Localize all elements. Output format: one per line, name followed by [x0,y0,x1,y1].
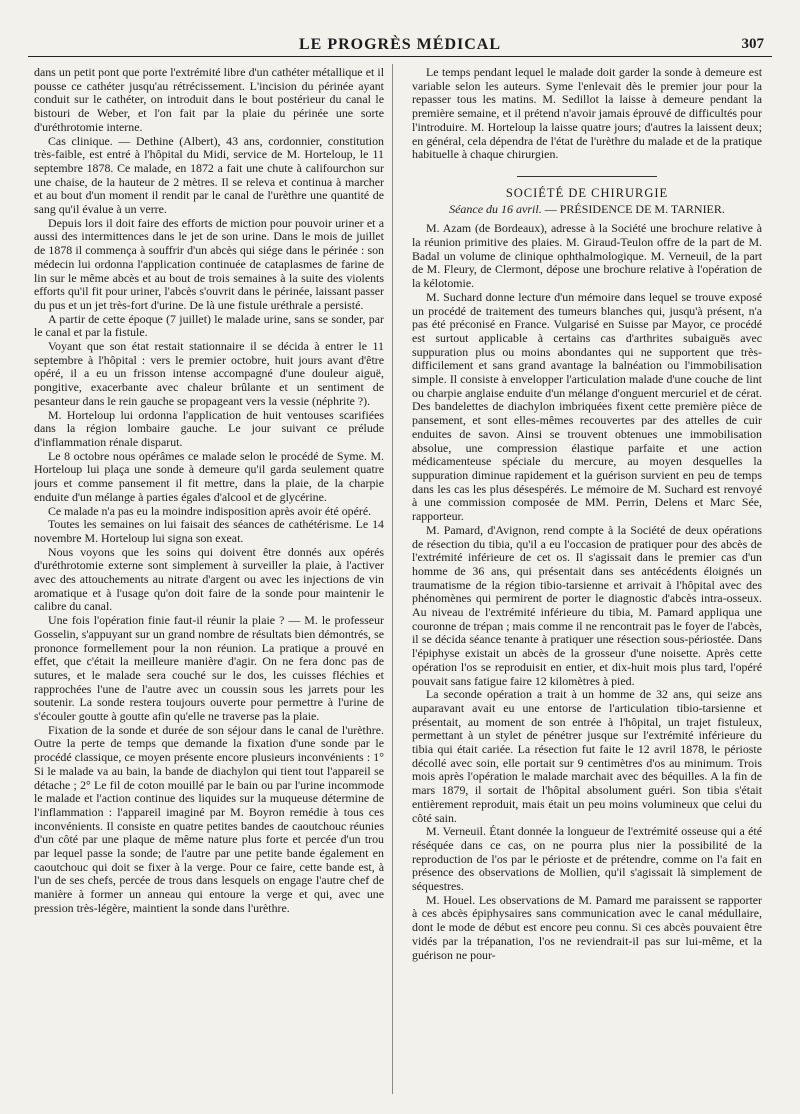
paragraph: Une fois l'opération finie faut-il réunir la plaie ? — M. le professeur Gosselin, s'appuyant sur un grand nombre de résultats bien démontrés, se prononce formellement pour la non réunion. La pratique a prouvé en effet, que c'était la meilleure manière d'agir. On ne fera donc pas de sutures, et le malade sera couché sur le dos, les cuisses fléchies et rapprochées l'une de l'autre avec un coussin sous les jarrets pour les soutenir. La sonde restera toujours ouverte pour permettre à l'urine de s'écouler goutte à goutte afin qu'elle ne traverse pas la plaie. [34,613,384,724]
paragraph: M. Pamard, d'Avignon, rend compte à la Société de deux opérations de résection du tibia, qu'il a eu l'occasion de pratiquer pour des abcès de l'extrémité inférieure de cet os. Il s'agissait dans le premier cas d'un homme de 36 ans, qui présentait dans ses antécédents éloignés un traumatisme de la région tibio-tarsienne et arrivait à l'hôpital avec des phénomènes qui permirent de porter le diagnostic d'abcès intra-osseux. Au niveau de l'extrémité inférieure du tibia, M. Pamard appliqua une couronne de trépan ; mais comme il ne rencontrait pas le foyer de l'abcès, il se décida séance tenante à pratiquer une résection sous-périostée. Dans l'épiphyse existait un abcès de la grosseur d'une noisette. Après cette opération l'os se reproduisit en entier, et dix-huit mois plus tard, l'opéré pouvait sans fatigue faire 12 kilomètres à pied. [412,522,762,688]
paragraph: M. Horteloup lui ordonna l'application de huit ventouses scarifiées dans la région lombaire gauche. Le jour suivant ce prélude d'inflammation rénale disparut. [34,407,384,449]
paragraph: Voyant que son état restait stationnaire il se décida à entrer le 11 septembre à l'hôpital : vers le premier octobre, huit jours avant d'être opéré, il a eu un frisson intense accompagné d'une douleur aiguë, pongitive, exacerbante avec chaleur brûlante et un sentiment de pesanteur dans le rein gauche se propageant vers la vessie (néphrite ?). [34,339,384,408]
paragraph: M. Houel. Les observations de M. Pamard me paraissent se rapporter à ces abcès épiphysaires sans communication avec le canal médullaire, dont le mode de début est encore peu connu. Si ces abcès pouvaient être vidés par la trépanation, l'os ne reviendrait-il pas sur lui-même, et la guérison ne pour- [412,892,762,962]
paragraph: La seconde opération a trait à un homme de 32 ans, qui seize ans auparavant avait eu une entorse de l'articulation tibio-tarsienne et présentait, au moment de son entrée à l'hôpital, un trajet fistuleux, permettant à un stylet de pénétrer jusque sur l'extrémité inférieure du tibia qui était cariée. La résection fut faite le 12 avril 1878, le périoste décollé avec soin, elle portait sur 9 centimètres d'os au minimum. Trois mois après l'opération le malade marchait avec des béquilles. A la fin de mars 1879, il sortait de l'hôpital absolument guéri. Son tibia s'était entièrement reproduit, mais était un peu moins volumineux que celui du côté sain. [412,687,762,825]
paragraph: Le temps pendant lequel le malade doit garder la sonde à demeure est variable selon les auteurs. Syme l'enlevait dès le premier jour pour la repasser tous les matins. M. Sedillot la laisse à demeure pendant la première semaine, et il prétend n'avoir jamais éprouvé de difficultés pour l'introduire. M. Horteloup la laisse quatre jours; d'autres la laissent deux; en général, cela dépendra de l'état de l'urèthre du malade et de la pratique habituelle à chaque chirurgien. [412,66,762,162]
paragraph: M. Azam (de Bordeaux), adresse à la Société une brochure relative à la réunion primitive des plaies. M. Giraud-Teulon offre de la part de M. Badal un volume de clinique ophthalmologique. M. Verneuil, de la part de M. Fleury, de Clermont, dépose une brochure relative à l'opération de la kélotomie. [412,221,762,291]
journal-title: LE PROGRÈS MÉDICAL [298,36,502,53]
paragraph: M. Suchard donne lecture d'un mémoire dans lequel se trouve exposé un procédé de traitement des tumeurs blanches qui, jusqu'à présent, n'a pas été préconisé en France. Vulgarisé en Suisse par Mayor, ce procédé est surtout applicable à certains cas d'arthrites subaiguës avec suppuration plus ou moins abondantes qui ne supportent que très-difficilement et sans grand avantage la balnéation ou l'immobilisation simple. Il consiste à envelopper l'articulation malade d'une couche de lint ou charpie anglaise enduite d'un mélange d'onguent mercuriel et de cérat. Des bandelettes de diachylon imbriquées fixent cette première pièce de pansement, et sont elles-mêmes recouvertes par des attelles de cuir enduites de savon. Ainsi se trouvent obtenues une immobilisation absolue, une compression élastique parfaite et une action médicamenteuse spéciale du mercure, au moyen desquelles la suppuration diminue rapidement et la guérison survient en peu de temps dans les cas les plus désespérés. Le mémoire de M. Suchard est renvoyé à une commission composée de MM. Perrin, Delens et Marc Sée, rapporteur. [412,289,762,524]
paragraph: Depuis lors il doit faire des efforts de miction pour pouvoir uriner et a aussi des intermittences dans le jet de son urine. Dans le mois de juillet de 1878 il commença à souffrir d'un abcès qui siége dans le périnée : son médecin lui ordonna l'application continuée de cataplasmes de farine de lin sur le même abcès et au bout de trois semaines à la suite des violents efforts qu'il fit pour uriner, l'abcès s'ouvrit dans le périnée, laissant passer du pus et un jet très-fort d'urine. De là une fistule uréthrale a persisté. [34,215,384,312]
page-number: 307 [741,36,764,52]
paragraph: Cas clinique. — Dethine (Albert), 43 ans, cordonnier, constitution très-faible, est entré à l'hôpital du Midi, service de M. Horteloup, le 11 septembre 1878. Ce malade, en 1872 a fait une chute à califourchon sur une chaise, de la hauteur de 2 mètres. Il se releva et continua à marcher et au bout d'un moment il rendit par le canal de l'urèthre une quantité de sang qu'il évalue à un verre. [34,133,384,217]
section-title: SOCIÉTÉ DE CHIRURGIE [505,185,669,200]
left-column [34,66,384,1096]
paragraph: dans un petit pont que porte l'extrémité libre d'un cathéter métallique et il pousse ce cathéter jusqu'au rétrécissement. L'incision du périnée ayant conduit sur le cathéter, on introduit dans le bout postérieur du canal le bistouri de Weber, et l'on fait par la plaie du périnée une sorte d'uréthrotomie interne. [34,66,384,134]
session-line [412,203,762,217]
session-presidency: — PRÉSIDENCE DE M. TARNIER. [544,201,725,216]
session-date: Séance du 16 avril. [449,201,542,216]
paragraph: Ce malade n'a pas eu la moindre indisposition après avoir été opéré. [48,503,372,518]
paragraph: Le 8 octobre nous opérâmes ce malade selon le procédé de Syme. M. Horteloup lui plaça une sonde à demeure qu'il garda seulement quatre jours et comme pansement il fit mettre, dans la plaie, de la charpie enduite d'un mélange à parties égales d'alcool et de glycérine. [34,448,384,504]
section-rule [517,176,657,177]
paragraph: Fixation de la sonde et durée de son séjour dans le canal de l'urèthre. Outre la perte de temps que demande la fixation d'une sonde par le procédé classique, ce moyen présente encore plusieurs inconvénients : 1° Si le malade va au bain, la bande de diachylon qui tient tout l'appareil se détache ; 2° Le fil de coton mouillé par le bain ou par l'urine incommode le malade et l'action continue des liquides sur la muqueuse détermine de l'inflammation : l'appareil imaginé par M. Boyron remédie à tous ces inconvénients. Il consiste en quatre petites bandes de caoutchouc réunies d'un côté par une plaque de même nature plus forte et percée d'un trou par lequel passe la sonde; de l'autre par une petite bande également en caoutchouc qui doit se fixer à la verge. Pour ce faire, cette bande est, à l'un de ses chefs, percée de trous dans lesquels on engage l'autre chef de manière à former un anneau qui entoure la verge et qui, avec une pression très-légère, maintient la sonde dans l'urèthre. [34,722,384,915]
page-header [28,36,772,57]
paragraph: A partir de cette époque (7 juillet) le malade urine, sans se sonder, par le canal et par la fistule. [34,311,384,340]
right-column [412,66,762,1096]
paragraph: Toutes les semaines on lui faisait des séances de cathétérisme. Le 14 novembre M. Horteloup lui signa son exeat. [34,517,384,545]
column-divider [392,64,393,1094]
paragraph: M. Verneuil. Étant donnée la longueur de l'extrémité osseuse qui a été réséquée dans ce cas, on ne pourra plus nier la possibilité de la reproduction de l'os par le périoste et de prétendre, comme on l'a fait en présence des observations de Mollien, qu'il s'agissait là simplement de séquestres. [412,824,762,894]
paragraph: Nous voyons que les soins qui doivent être donnés aux opérés d'uréthrotomie externe sont simplement à surveiller la plaie, à l'activer avec des attouchements au nitrate d'argent ou avec les injections de vin aromatique et à l'usage qu'on doit faire de la sonde pour maintenir le calibre du canal. [34,544,384,614]
